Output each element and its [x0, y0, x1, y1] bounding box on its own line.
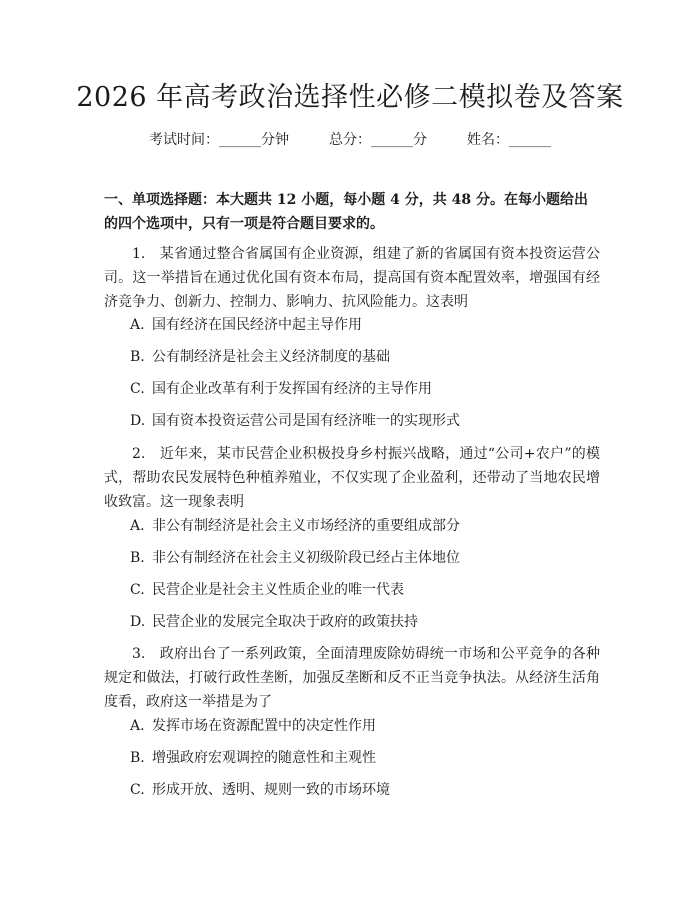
- section-heading: 一、单项选择题：本大题共 12 小题，每小题 4 分，共 48 分。在每小题给出的四个选项中，只有一项是符合题目要求的。: [104, 192, 588, 232]
- option-letter: B.: [130, 750, 145, 766]
- option-1c: [130, 379, 600, 399]
- option-text: 公有制经济是社会主义经济制度的基础: [152, 349, 390, 365]
- option-text: 非公有制经济在社会主义初级阶段已经占主体地位: [152, 550, 460, 566]
- option-letter: B.: [130, 349, 145, 365]
- option-1b: [130, 347, 600, 367]
- exam-title: 2026 年高考政治选择性必修二模拟卷及答案: [76, 82, 624, 113]
- option-3b: [130, 748, 600, 768]
- exam-meta: [0, 130, 700, 150]
- option-letter: A.: [130, 718, 145, 734]
- option-text: 增强政府宏观调控的随意性和主观性: [152, 750, 376, 766]
- option-text: 国有经济在国民经济中起主导作用: [152, 317, 362, 333]
- option-2a: [130, 516, 600, 536]
- option-letter: C.: [130, 582, 145, 598]
- option-2b: [130, 548, 600, 568]
- question-stem: 2. 近年来，某市民营企业积极投身乡村振兴战略，通过“公司+农户”的模式，帮助农民发展特色种植养殖业，不仅实现了企业盈利，还带动了当地农民增收致富。这一现象表明: [104, 446, 600, 510]
- question-1: [104, 242, 600, 314]
- option-letter: A.: [130, 317, 145, 333]
- option-1d: [130, 411, 600, 431]
- option-2d: [130, 612, 600, 632]
- option-3a: [130, 716, 600, 736]
- option-letter: A.: [130, 518, 145, 534]
- option-text: 国有企业改革有利于发挥国有经济的主导作用: [152, 381, 432, 397]
- option-text: 民营企业是社会主义性质企业的唯一代表: [152, 582, 404, 598]
- option-text: 形成开放、透明、规则一致的市场环境: [152, 782, 390, 798]
- option-letter: D.: [130, 614, 146, 630]
- option-text: 国有资本投资运营公司是国有经济唯一的实现形式: [152, 413, 460, 429]
- question-stem: 3. 政府出台了一系列政策，全面清理废除妨碍统一市场和公平竞争的各种规定和做法，打破行政性垄断，加强反垄断和反不正当竞争执法。从经济生活角度看，政府这一举措是为了: [104, 646, 600, 710]
- option-3c: [130, 780, 600, 800]
- option-text: 非公有制经济是社会主义市场经济的重要组成部分: [152, 518, 460, 534]
- exam-time-field: 考试时间：______分钟: [149, 132, 289, 148]
- option-letter: C.: [130, 782, 145, 798]
- question-stem: 1. 某省通过整合省属国有企业资源，组建了新的省属国有资本投资运营公司。这一举措旨在通过优化国有资本布局，提高国有资本配置效率，增强国有经济竞争力、创新力、控制力、影响力、抗风险能力。这表明: [104, 246, 600, 310]
- question-3: [104, 642, 600, 714]
- question-2: [104, 442, 600, 514]
- exam-name-field: 姓名：______: [467, 132, 551, 148]
- option-2c: [130, 580, 600, 600]
- option-letter: C.: [130, 381, 145, 397]
- option-letter: B.: [130, 550, 145, 566]
- exam-score-field: 总分：______分: [329, 132, 427, 148]
- option-1a: [130, 315, 600, 335]
- option-letter: D.: [130, 413, 146, 429]
- option-text: 发挥市场在资源配置中的决定性作用: [152, 718, 376, 734]
- option-text: 民营企业的发展完全取决于政府的政策扶持: [152, 614, 418, 630]
